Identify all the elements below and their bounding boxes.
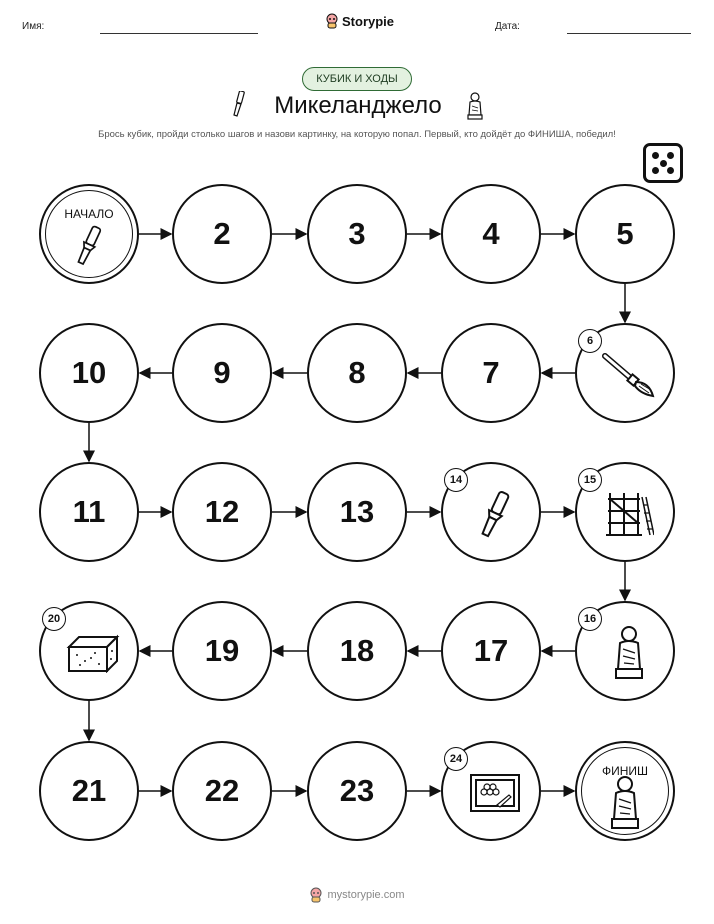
board-cell-3 xyxy=(307,184,407,284)
cell-number-badge: 24 xyxy=(444,747,468,771)
statue-icon xyxy=(466,92,484,120)
cell-number-badge: 14 xyxy=(444,468,468,492)
board-cell-9 xyxy=(172,323,272,423)
scaffolding-icon xyxy=(604,489,654,544)
board-cell-14 xyxy=(441,462,541,562)
finish-label: ФИНИШ xyxy=(601,764,649,778)
statue-icon xyxy=(608,775,642,836)
storypie-mascot-icon xyxy=(309,887,323,903)
finish-cell xyxy=(575,741,675,841)
cell-number-badge: 15 xyxy=(578,468,602,492)
name-label: Имя: xyxy=(22,21,45,32)
board-cell-7 xyxy=(441,323,541,423)
page-title: Микеланджело xyxy=(274,92,442,119)
board-cell-13 xyxy=(307,462,407,562)
footer xyxy=(0,887,714,903)
footer-url: mystorypie.com xyxy=(327,889,405,901)
board-cell-17 xyxy=(441,601,541,701)
board-cell-15 xyxy=(575,462,675,562)
chisel-icon xyxy=(475,489,515,544)
marble-block-icon xyxy=(65,633,121,678)
board-cell-5 xyxy=(575,184,675,284)
cell-number: 18 xyxy=(339,633,375,668)
cell-number: 17 xyxy=(473,633,509,668)
board-cell-20 xyxy=(39,601,139,701)
board-cell-2 xyxy=(172,184,272,284)
board-cell-21 xyxy=(39,741,139,841)
cell-number: 2 xyxy=(213,216,231,251)
cell-number: 13 xyxy=(339,494,375,529)
fresco-icon xyxy=(467,771,523,820)
board-cell-6 xyxy=(575,323,675,423)
cell-number-badge: 20 xyxy=(42,607,66,631)
cell-number: 12 xyxy=(204,494,240,529)
board-cell-10 xyxy=(39,323,139,423)
brand-name: Storypie xyxy=(342,13,395,29)
chisel-icon xyxy=(72,224,106,272)
board-cell-11 xyxy=(39,462,139,562)
cell-number: 4 xyxy=(482,216,500,251)
board-cell-4 xyxy=(441,184,541,284)
board-cell-16 xyxy=(575,601,675,701)
cell-number: 23 xyxy=(339,773,375,808)
cell-number: 10 xyxy=(71,355,107,390)
board-cell-23 xyxy=(307,741,407,841)
cell-number: 21 xyxy=(71,773,107,808)
date-label: Дата: xyxy=(495,21,520,32)
board-cell-12 xyxy=(172,462,272,562)
board-cell-24 xyxy=(441,741,541,841)
game-type-pill: КУБИК И ХОДЫ xyxy=(302,67,412,91)
cell-number: 11 xyxy=(72,494,106,529)
cell-number: 7 xyxy=(482,355,500,390)
cell-number: 22 xyxy=(204,773,240,808)
statue-icon xyxy=(612,625,646,686)
start-label: НАЧАЛО xyxy=(64,207,114,221)
paintbrush-icon xyxy=(601,352,657,403)
cell-number: 8 xyxy=(348,355,366,390)
board-cell-18 xyxy=(307,601,407,701)
cell-number: 5 xyxy=(616,216,634,251)
cell-number: 9 xyxy=(213,355,231,390)
board-cell-19 xyxy=(172,601,272,701)
cell-number: 3 xyxy=(348,216,366,251)
chisel-icon xyxy=(232,91,248,117)
instructions: Брось кубик, пройди столько шагов и назови картинку, на которую попал. Первый, кто дойдёт до ФИНИША, победил! xyxy=(98,129,616,140)
cell-number: 19 xyxy=(204,633,240,668)
board-cell-8 xyxy=(307,323,407,423)
cell-number-badge: 6 xyxy=(578,329,602,353)
board-cell-22 xyxy=(172,741,272,841)
cell-number-badge: 16 xyxy=(578,607,602,631)
start-cell xyxy=(39,184,139,284)
